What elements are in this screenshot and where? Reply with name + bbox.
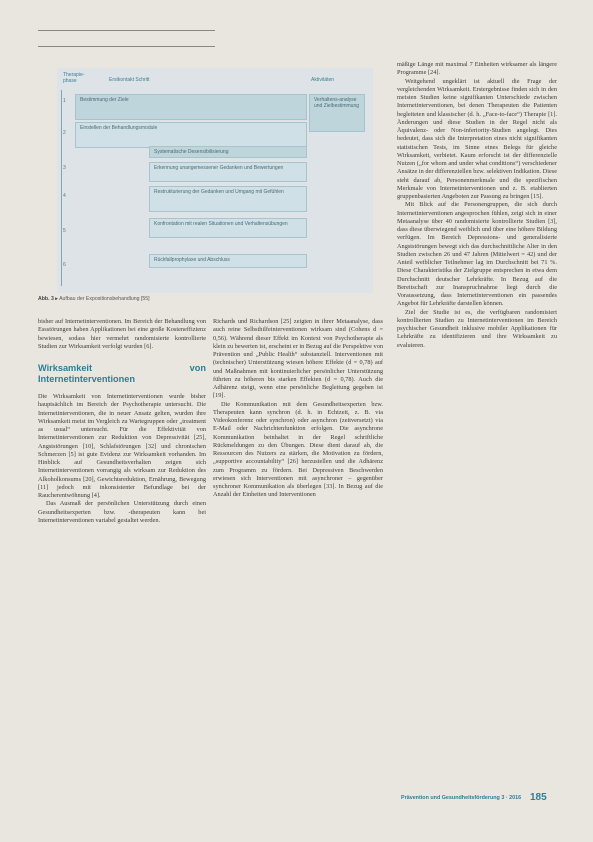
- paragraph: bisher auf Internetinterventionen. Im Bereich der Behandlung von Essstörungen haben Applikationen bei eine große Kosteneffizienz bewiesen, sodass hier vermehrt randomisierte kontrollierte Studien zur Wirksamkeit verfolgt wurden [6].: [38, 318, 206, 350]
- figure-header-phase: Therapie-phase: [63, 72, 85, 84]
- paragraph: Die Kommunikation mit dem Gesundheitsexperten bzw. Therapeuten kann synchron (d. h. in Echtzeit, z. B. via Videokonferenz oder synchron) oder asynchron (zeitversetzt) via E-Mail oder Nachrichtenfunktion erfolgen. Die asynchrone Kommunikation beinhaltet in der Regel schriftliche Rückmeldungen zu den Übungen. Diese dient darauf ab, die Ressourcen des Nutzers zu stärken, die Motivation zu fördern, „supportive accountability“ [26] herzustellen und die Adhärenz zum Programm zu fördern. Bei Depressiven Beschwerden erwiesen sich Interventionen mit asynchroner – gegenüber synchroner Kommunikation als überlegen [33]. In Bezug auf die Anzahl der Einheiten und Interventionen: [213, 400, 383, 499]
- figure-timeline: [61, 90, 62, 286]
- figure: [57, 68, 373, 293]
- figure-phase-number: 3: [63, 165, 66, 171]
- figure-phase-number: 1: [63, 98, 66, 104]
- column-left: [38, 318, 206, 525]
- journal-name: Prävention und Gesundheitsförderung 3 · 2016: [401, 795, 522, 801]
- figure-header-step: Erstkontakt Schritt: [109, 77, 150, 83]
- figure-box-relapse: Rückfallprophylaxe und Abschluss: [149, 254, 307, 268]
- figure-box-modules: Einstellen der Behandlungsmodule: [75, 122, 307, 148]
- figure-box-recognition: Erkennung unangemessener Gedanken und Bewertungen: [149, 162, 307, 182]
- figure-caption: [38, 296, 368, 302]
- figure-phase-number: 5: [63, 228, 66, 234]
- figure-box-restructuring: Restrukturierung der Gedanken und Umgang mit Gefühlen: [149, 186, 307, 212]
- paragraph: Ziel der Studie ist es, die verfügbaren randomisiert kontrollierten Studien zu Internetinterventionen im Bereich psychischer Gesundheit inklusive mobiler Applikationen für Lehrkräfte zu identifizieren und ihre Wirksamkeit zu evaluieren.: [397, 308, 557, 349]
- top-rule: [38, 30, 215, 31]
- figure-phase-number: 4: [63, 193, 66, 199]
- figure-box-desensitization: Systematische Desensibilisierung: [149, 146, 307, 158]
- paragraph: Weitgehend ungeklärt ist aktuell die Frage der vergleichenden Wirksamkeit. Erstergebnisse finden sich in den meisten Studien keine signifikanten Unterschiede zwischen Internetinterventionen, bei denen Therapeuten die Patienten begleiteten und klassischer (d. h. „Face-to-face“) Therapie [1]. Änderungen und diese Studien in der Regel nicht als Äquivalenz- oder Non-inferiority-Studien angelegt. Dies bedeutet, dass sich die Interpretation eines nicht signifikanten statistischen Tests, im Sinne eines Belegs für gleiche Wirksamkeit, verbietet. Kaum erforscht ist der differenzielle Nutzen („for whom and under what conditions“) verschiedener Ansätze in der differenziellen bzw. selektiven Indikation. Diese steht darauf ab, Personenmerkmale und die spezifischen Merkmale von Internetinterventionen und z. B. etablierten gruppenbasierten Angeboten zur Passung zu bringen [15].: [397, 77, 557, 200]
- paragraph: Das Ausmaß der persönlichen Unterstützung durch einen Gesundheitsexperten bzw. -therapeuten kann bei Internetinterventionen variabel gestaltet werden.: [38, 500, 206, 524]
- paragraph: Mit Blick auf die Personengruppen, die sich durch Internetinterventionen angesprochen fühlen, zeigt sich in einer Metaanalyse über 40 randomisierte kontrollierte Studien [3], dass diese überwiegend weiblich und über eine höhere Bildung verfügen. Im Bereich Depressions- und generalisierte Angststörungen bewegt sich das durchschnittliche Alter in den Studien zwischen 26 und 47 Jahren (Mittelwert = 42) und der Anteil weiblicher Teilnehmer lag im Durchschnitt bei 71 %. Diese Charakteristika der Zielgruppe entsprechen in etwa dem Durchschnitt deutscher Lehrkräfte. In Bezug auf die Bereitschaft zur Inanspruchnahme liegt durch die Voraussetzung, dass Internetinterventionen ein passendes Angebot für Lehrkräfte darstellen können.: [397, 201, 557, 308]
- paragraph: Richards und Richardson [25] zeigten in ihrer Metaanalyse, dass auch reine Selbsthilfeinterventionen wirksam sind (Cohens d = 0,56). Während dieser Effekt im Kontext von Psychotherapie als klein zu bewerten ist, erscheint er in Bezug auf die Perspektive von Prävention und „Public Health“ substanziell. Interventionen mit (technischer) Unterstützung wiesen höhere Effekte (d = 0,78) auf und Maßnahmen mit kontinuierlicher persönlicher Unterstützung führten zu höheren bis starken Effekten (d = 0,78). Auch die Adhärenz steigt, wenn eine persönliche Begleitung gegeben ist [19].: [213, 318, 383, 400]
- figure-box-analysis: Verhaltens-analyse und Zielbestimmung: [309, 94, 365, 132]
- caption-text: Aufbau der Expositionsbehandlung [55]: [59, 296, 150, 302]
- figure-header-activities: Aktivitäten: [311, 77, 335, 83]
- column-right: [397, 61, 557, 350]
- figure-phase-number: 6: [63, 262, 66, 268]
- paragraph: mäßige Länge mit maximal 7 Einheiten wirksamer als längere Programme [24].: [397, 61, 557, 77]
- paragraph: Die Wirksamkeit von Internetinterventionen wurde bisher hauptsächlich im Bereich der Psychotherapie untersucht. Die Internetinterventionen, die in neuer Ansatz gelten, wurden ihre Wirksamkeit meist im Vergleich zu Wartegruppen oder „treatment as usual“ untersucht. Für die Effektivität von Internetinterventionen zur Reduktion von Depressivität [25], Angststörungen [10], Schlafstörungen [32] und chronischen Schmerzen [5] ist gute Evidenz zur Wirksamkeit vorhanden. Im Hinblick auf Gesundheitsverhalten zeigen sich Internetinterventionen vorrangig als wirksam zur Reduktion des Alkoholkonsums [20], Gewichtsreduktion, Ernährung, Bewegung [11] jedoch mit inkonsistenter Befundlage bei der Raucherentwöhnung [4].: [38, 393, 206, 499]
- top-rule-2: [38, 46, 215, 47]
- figure-box-exposure: Konfrontation mit realen Situationen und Verhaltensübungen: [149, 218, 307, 238]
- figure-box-goals: Bestimmung der Ziele: [75, 94, 307, 120]
- section-heading: Wirksamkeit von Internetinterventionen: [38, 363, 206, 384]
- figure-phase-number: 2: [63, 130, 66, 136]
- page-footer: [401, 792, 561, 803]
- page-number: 185: [530, 792, 547, 803]
- caption-label: Abb. 3 ▸: [38, 296, 58, 302]
- column-middle: [213, 318, 383, 500]
